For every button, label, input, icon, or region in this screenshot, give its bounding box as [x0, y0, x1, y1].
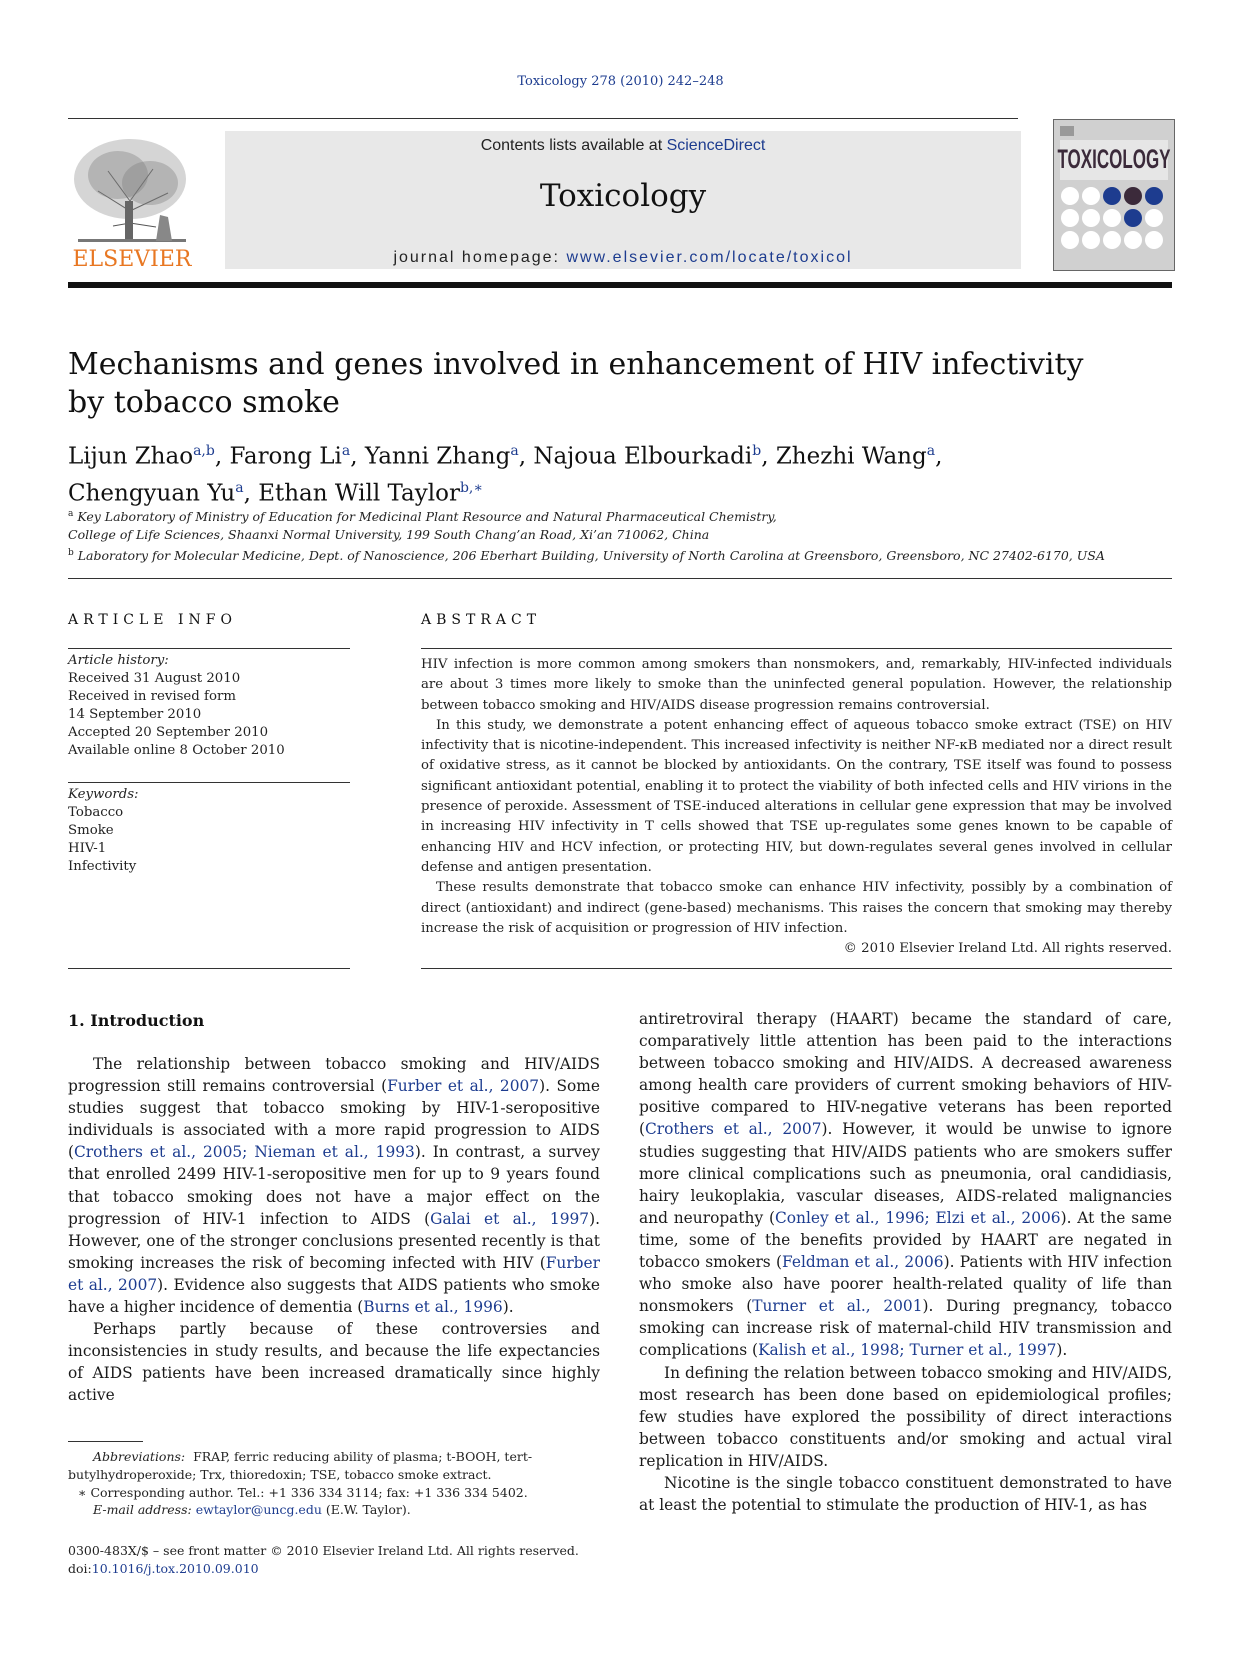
keyword-item: Smoke: [68, 823, 114, 838]
citation-link[interactable]: Turner et al., 2001: [752, 1297, 923, 1316]
email-suffix: (E.W. Taylor).: [321, 1502, 411, 1518]
author-separator: ,: [761, 443, 776, 470]
author-separator: ,: [935, 443, 943, 470]
body-text: ). At the same time, some of the benefits provided by HAART are negated in tobacco smokers (: [639, 1208, 1172, 1272]
author-affiliation-mark[interactable]: b: [752, 443, 762, 459]
citation-link[interactable]: Kalish et al., 1998; Turner et al., 1997: [758, 1341, 1057, 1360]
keyword-item: Infectivity: [68, 859, 137, 874]
body-paragraph: [639, 1362, 1172, 1472]
keyword-item: HIV-1: [68, 841, 107, 856]
author-line-2: [68, 473, 1168, 510]
corresponding-author-footnote: ∗ Corresponding author. Tel.: +1 336 334 3114; fax: +1 336 334 5402.: [78, 1484, 528, 1500]
author-separator: ,: [243, 480, 259, 507]
keywords-label: Keywords:: [68, 787, 139, 802]
citation-link[interactable]: Burns et al., 1996: [363, 1298, 503, 1317]
citation-link[interactable]: Feldman et al., 2006: [782, 1253, 944, 1272]
body-column-left: [68, 1053, 600, 1407]
author-name: Chengyuan Yu: [68, 480, 236, 507]
author-affiliation-mark[interactable]: a,b: [193, 443, 215, 459]
affiliation-mark: a: [68, 509, 74, 519]
body-text: Nicotine is the single tobacco constituent demonstrated to have at least the potential to stimulate the production of HIV-1, as has: [639, 1473, 1172, 1515]
abbreviations-footnote: [68, 1448, 600, 1484]
author-list: [68, 436, 1168, 509]
contents-prefix: Contents lists available at: [480, 137, 667, 154]
author-affiliation-mark[interactable]: a: [341, 443, 351, 459]
abstract-paragraph: In this study, we demonstrate a potent enhancing effect of aqueous tobacco smoke extract (TSE) on HIV infectivity that is nicotine-independent. This increased infectivity is neither NF-κB mediated nor a direct result of oxidative stress, as it cannot be blocked by antioxidants. On the contrary, TSE itself was found to possess significant antioxidant potential, enabling it to protect the viability of both infected cells and HIV virions in the presence of peroxide. Assessment of TSE-induced alterations in cellular gene expression that may be involved in increasing HIV infectivity in T cells showed that TSE up-regulates some genes known to be capable of enhancing HIV and HCV infection, or protecting HIV, but down-regulates several genes involved in cellular defense and antigen presentation.: [421, 717, 1172, 875]
affiliations: [68, 505, 1178, 565]
author-affiliation-mark[interactable]: b,∗: [459, 479, 483, 496]
body-text: ).: [1056, 1341, 1068, 1360]
article-info-rule: [68, 968, 350, 969]
abstract-body: [421, 655, 1172, 959]
citation-link[interactable]: Crothers et al., 2005; Nieman et al., 1993: [74, 1143, 415, 1162]
abstract-heading: ABSTRACT: [421, 612, 542, 628]
author-affiliation-mark[interactable]: a: [926, 443, 936, 459]
email-link[interactable]: ewtaylor@uncg.edu: [195, 1502, 322, 1518]
contents-line: [225, 137, 1021, 155]
citation-link[interactable]: Conley et al., 1996; Elzi et al., 2006: [775, 1208, 1061, 1227]
history-item: Accepted 20 September 2010: [68, 725, 269, 740]
affiliation-a-cont: College of Life Sciences, Shaanxi Normal University, 199 South Chang’an Road, Xi’an 710062, China: [68, 527, 710, 543]
article-info-heading: ARTICLE INFO: [68, 612, 237, 628]
author-name: Najoua Elbourkadi: [533, 443, 753, 470]
abstract-paragraph: HIV infection is more common among smokers than nonsmokers, and, remarkably, HIV-infected individuals are about 3 times more likely to smoke than the uninfected general population. However, the relationship between tobacco smoking and HIV/AIDS disease progression remains controversial.: [421, 657, 1172, 713]
abstract-copyright: © 2010 Elsevier Ireland Ltd. All rights reserved.: [843, 941, 1172, 957]
article-info-rule: [68, 648, 350, 649]
body-paragraph: [639, 1472, 1172, 1516]
article-title-line1: Mechanisms and genes involved in enhancement of HIV infectivity: [68, 347, 1084, 382]
history-item: Available online 8 October 2010: [68, 743, 285, 758]
body-text: ). During pregnancy, tobacco smoking can increase risk of maternal-child HIV transmission and complications (: [639, 1297, 1172, 1360]
email-footnote: [93, 1501, 600, 1519]
body-text: antiretroviral therapy (HAART) became the standard of care, comparatively little attention has been paid to the interactions between tobacco smoking and HIV/AIDS. A decreased awareness among health care providers of current smoking behaviors of HIV-positive compared to HIV-negative veterans has been reported (: [639, 1010, 1172, 1139]
doi-line: [68, 1560, 628, 1578]
journal-homepage: [225, 249, 1021, 267]
elsevier-logo[interactable]: [68, 131, 196, 273]
abstract-paragraph: These results demonstrate that tobacco smoke can enhance HIV infectivity, possibly by a combination of direct (antioxidant) and indirect (gene-based) mechanisms. This raises the concern that smoking may thereby increase the risk of acquisition or progression of HIV infection.: [421, 880, 1172, 936]
body-text: ). Evidence also suggests that AIDS patients who smoke have a higher incidence of dementia (: [68, 1275, 600, 1317]
journal-cover-image: [1054, 120, 1174, 270]
author-name: Farong Li: [229, 443, 342, 470]
journal-name: Toxicology: [539, 178, 707, 214]
affiliation-mark: b: [68, 548, 74, 559]
body-text: ). Patients with HIV infection who smoke also have poorer health-related quality of life than nonsmokers (: [639, 1253, 1172, 1316]
section-divider: [68, 578, 1172, 579]
history-item: Received in revised form: [68, 689, 236, 704]
abstract-rule: [421, 648, 1172, 649]
keyword-item: Tobacco: [68, 805, 124, 820]
author-name: Lijun Zhao: [68, 443, 194, 470]
cover-title: TOXICOLOGY: [1057, 144, 1171, 175]
author-affiliation-mark[interactable]: a: [510, 443, 519, 459]
body-text: In defining the relation between tobacco smoking and HIV/AIDS, most research has been done based on epidemiological profiles; few studies have explored the possibility of direct interactions between tobacco constituents and/or smoking and actual viral replication in HIV/AIDS.: [639, 1363, 1172, 1470]
affiliation-a-line1: Key Laboratory of Ministry of Education for Medicinal Plant Resource and Natural Pharmaceutical Chemistry,: [77, 509, 777, 525]
body-text: ).: [502, 1298, 514, 1317]
body-text: Perhaps partly because of these controversies and inconsistencies in study results, and because the life expectancies of AIDS patients have been increased dramatically since highly active: [68, 1320, 600, 1405]
body-text: ). Some studies suggest that tobacco smoking by HIV-1-seropositive individuals is associated with a more rapid progression to AIDS (: [68, 1077, 600, 1162]
footnote-rule: [68, 1441, 143, 1442]
issn-line: 0300-483X/$ – see front matter © 2010 Elsevier Ireland Ltd. All rights reserved.: [68, 1543, 579, 1558]
footnotes: [68, 1448, 600, 1519]
author-line-1: [68, 436, 1168, 473]
abstract-rule: [421, 968, 1172, 969]
doi-prefix: doi:: [68, 1560, 92, 1576]
body-paragraph: [68, 1053, 600, 1318]
citation-link[interactable]: Crothers et al., 2007: [645, 1120, 822, 1139]
abbreviations-label: Abbreviations:: [93, 1449, 186, 1464]
introduction-heading: 1. Introduction: [68, 1011, 205, 1030]
keywords: [68, 786, 139, 876]
author-affiliation-mark[interactable]: a: [235, 479, 244, 496]
email-label: E-mail address:: [93, 1502, 192, 1518]
history-item: 14 September 2010: [68, 707, 202, 722]
body-text: The relationship between tobacco smoking and HIV/AIDS progression still remains controversial (: [68, 1055, 600, 1096]
doi-link[interactable]: 10.1016/j.tox.2010.09.010: [91, 1560, 259, 1576]
article-title-line2: by tobacco smoke: [68, 385, 340, 420]
elsevier-wordmark: ELSEVIER: [72, 247, 192, 272]
journal-masthead: [225, 131, 1021, 269]
author-name: Ethan Will Taylor: [258, 480, 460, 507]
author-separator: ,: [214, 443, 230, 470]
article-history: [68, 652, 285, 760]
article-title: [68, 346, 1118, 422]
body-column-right: [639, 1008, 1172, 1516]
author-name: Yanni Zhang: [364, 443, 511, 470]
citation-link[interactable]: Galai et al., 1997: [430, 1209, 590, 1228]
article-history-label: Article history:: [68, 653, 169, 668]
front-matter-footer: [68, 1542, 628, 1577]
affiliation-b-line: Laboratory for Molecular Medicine, Dept. of Nanoscience, 206 Eberhart Building, University of North Carolina at Greensboro, Greensboro, NC 27402-6170, USA: [77, 548, 1105, 564]
author-name: Zhezhi Wang: [775, 443, 927, 470]
author-separator: ,: [350, 443, 365, 470]
citation-link[interactable]: Furber et al., 2007: [68, 1253, 600, 1294]
journal-reference[interactable]: Toxicology 278 (2010) 242–248: [517, 74, 724, 89]
body-paragraph: [68, 1318, 600, 1406]
body-text: ). In contrast, a survey that enrolled 2499 HIV-1-seropositive men for up to 9 years found that tobacco smoking does not have a major effect on the progression of HIV-1 infection to AIDS (: [68, 1143, 600, 1228]
homepage-link[interactable]: www.elsevier.com/locate/toxicol: [566, 249, 853, 266]
body-text: ). However, one of the stronger conclusions presented recently is that smoking increases the risk of becoming infected with HIV (: [68, 1209, 601, 1272]
affiliation-a: [68, 505, 1178, 526]
affiliation-b: [68, 544, 1178, 565]
article-info-rule: [68, 782, 350, 783]
masthead-thick-rule: [68, 282, 1172, 288]
homepage-prefix: journal homepage:: [393, 249, 567, 266]
journal-cover-thumbnail[interactable]: [1053, 119, 1175, 271]
abbreviations-text: FRAP, ferric reducing ability of plasma; t-BOOH, tert-butylhydroperoxide; Trx, thioredoxin; TSE, tobacco smoke extract.: [68, 1449, 533, 1482]
author-separator: ,: [518, 443, 534, 470]
body-paragraph: [639, 1008, 1172, 1362]
citation-link[interactable]: Furber et al., 2007: [387, 1077, 540, 1096]
history-item: Received 31 August 2010: [68, 671, 241, 686]
header-rule: [68, 118, 1018, 119]
body-text: ). However, it would be unwise to ignore studies suggesting that HIV/AIDS patients who are smokers suffer more clinical complications such as pneumonia, oral candidiasis, hairy leukoplakia, vascular diseases, AIDS-related malignancies and neuropathy (: [639, 1120, 1172, 1227]
sciencedirect-link[interactable]: ScienceDirect: [666, 137, 766, 154]
